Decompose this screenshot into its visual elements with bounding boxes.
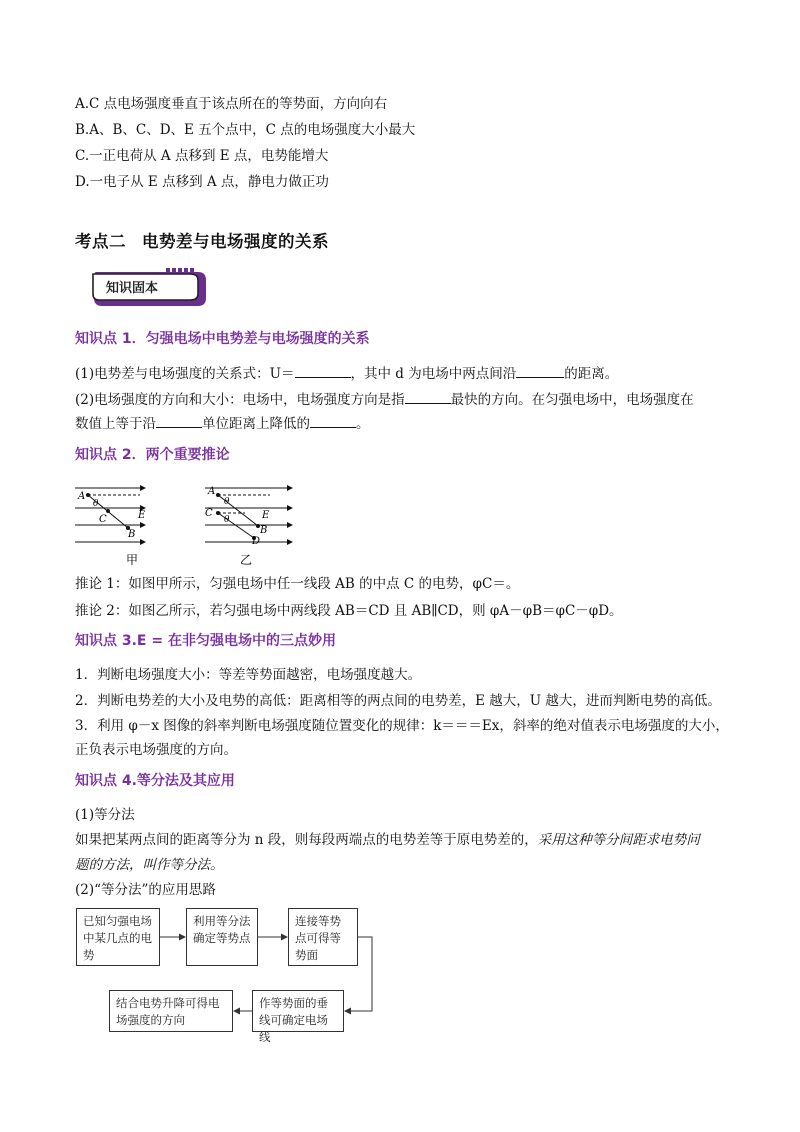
flow-box-divide: 利用等分法确定等势点: [186, 908, 258, 966]
kp1-l1a: (1)电势差与电场强度的关系式：U＝: [75, 366, 295, 382]
kp3-line2: 2．判断电势差的大小及电势的高低：距离相等的两点间的电势差，E 越大，U 越大，进而判断电势的高低。: [75, 693, 721, 709]
option-c: C.一正电荷从 A 点移到 E 点，电势能增大: [75, 148, 329, 164]
section-name: 电势差与电场强度的关系: [142, 232, 329, 251]
option-d: D.一电子从 E 点移到 A 点，静电力做正功: [75, 174, 329, 190]
kp1-l3c: 。: [356, 416, 370, 432]
label-b-yi: B: [260, 525, 268, 536]
inference-2: 推论 2：如图乙所示，若匀强电场中两线段 AB＝CD 且 AB∥CD，则 φA－φB＝φC－φD。: [75, 603, 623, 619]
inference-1: 推论 1：如图甲所示，匀强电场中任一线段 AB 的中点 C 的电势，φC＝。: [75, 576, 520, 592]
label-theta-yi-2: θ: [224, 515, 230, 525]
kp2-title: 知识点 2．两个重要推论: [75, 447, 230, 463]
kp4-sub2: (2)“等分法”的应用思路: [75, 882, 216, 898]
kp4-sub1: (1)等分法: [75, 807, 135, 823]
option-a: A.C 点电场强度垂直于该点所在的等势面，方向向右: [75, 96, 388, 112]
section-number: 考点二: [75, 232, 126, 251]
label-c-yi: C: [205, 508, 213, 519]
kp1-l2a: (2)电场强度的方向和大小：电场中，电场强度方向是指: [75, 392, 405, 408]
label-a-jia: A: [78, 491, 86, 502]
caption-jia: 甲: [126, 553, 139, 567]
label-theta-jia: θ: [93, 499, 99, 509]
option-b: B.A、B、C、D、E 五个点中，C 点的电场强度大小最大: [75, 122, 416, 138]
kp1-title: 知识点 1．匀强电场中电势差与电场强度的关系: [75, 331, 370, 347]
label-theta-yi-1: θ: [224, 497, 230, 507]
kp3-line4: 正负表示电场强度的方向。: [75, 742, 237, 758]
label-a-yi: A: [208, 486, 216, 497]
kp4-para2: 题的方法，叫作等分法。: [75, 857, 224, 873]
label-c-jia: C: [99, 514, 107, 525]
caption-yi: 乙: [240, 553, 253, 567]
kp3-line1: 1．判断电场强度大小：等差等势面越密，电场强度越大。: [75, 667, 422, 683]
label-e-yi: E: [262, 510, 270, 521]
kp1-l3a: 数值上等于沿: [75, 416, 156, 432]
flow-box-known: 已知匀强电场中某几点的电势: [76, 908, 160, 966]
label-e-jia: E: [138, 510, 146, 521]
label-b-jia: B: [128, 529, 136, 540]
kp1-l3b: 单位距离上降低的: [202, 416, 310, 432]
flow-box-perpendicular: 作等势面的垂线可确定电场线: [252, 990, 344, 1032]
kp3-title: 知识点 3.E = 在非匀强电场中的三点妙用: [75, 633, 336, 649]
label-d-yi: D: [252, 536, 261, 547]
kp1-l1c: 的距离。: [564, 366, 619, 382]
kp1-l2b: 最快的方向。在匀强电场中，电场强度在: [450, 392, 694, 408]
kp4-title: 知识点 4.等分法及其应用: [75, 773, 235, 789]
kp4-p1a: 如果把某两点间的距离等分为 n 段，则每段两端点的电势差等于原电势差的，: [75, 832, 538, 848]
badge-label: 知识固本: [106, 281, 159, 296]
kp1-l1b: ，其中 d 为电场中两点间沿: [350, 366, 517, 382]
flow-box-direction: 结合电势升降可得电场强度的方向: [109, 990, 233, 1032]
flow-box-connect: 连接等势点可得等势面: [288, 908, 358, 966]
kp4-p1b: 采用这种等分间距求电势问: [537, 832, 700, 848]
kp3-line3: 3．利用 φ－x 图像的斜率判断电场强度随位置变化的规律：k＝＝＝Ex，斜率的绝对值表示电场强度的大小，: [75, 718, 729, 734]
